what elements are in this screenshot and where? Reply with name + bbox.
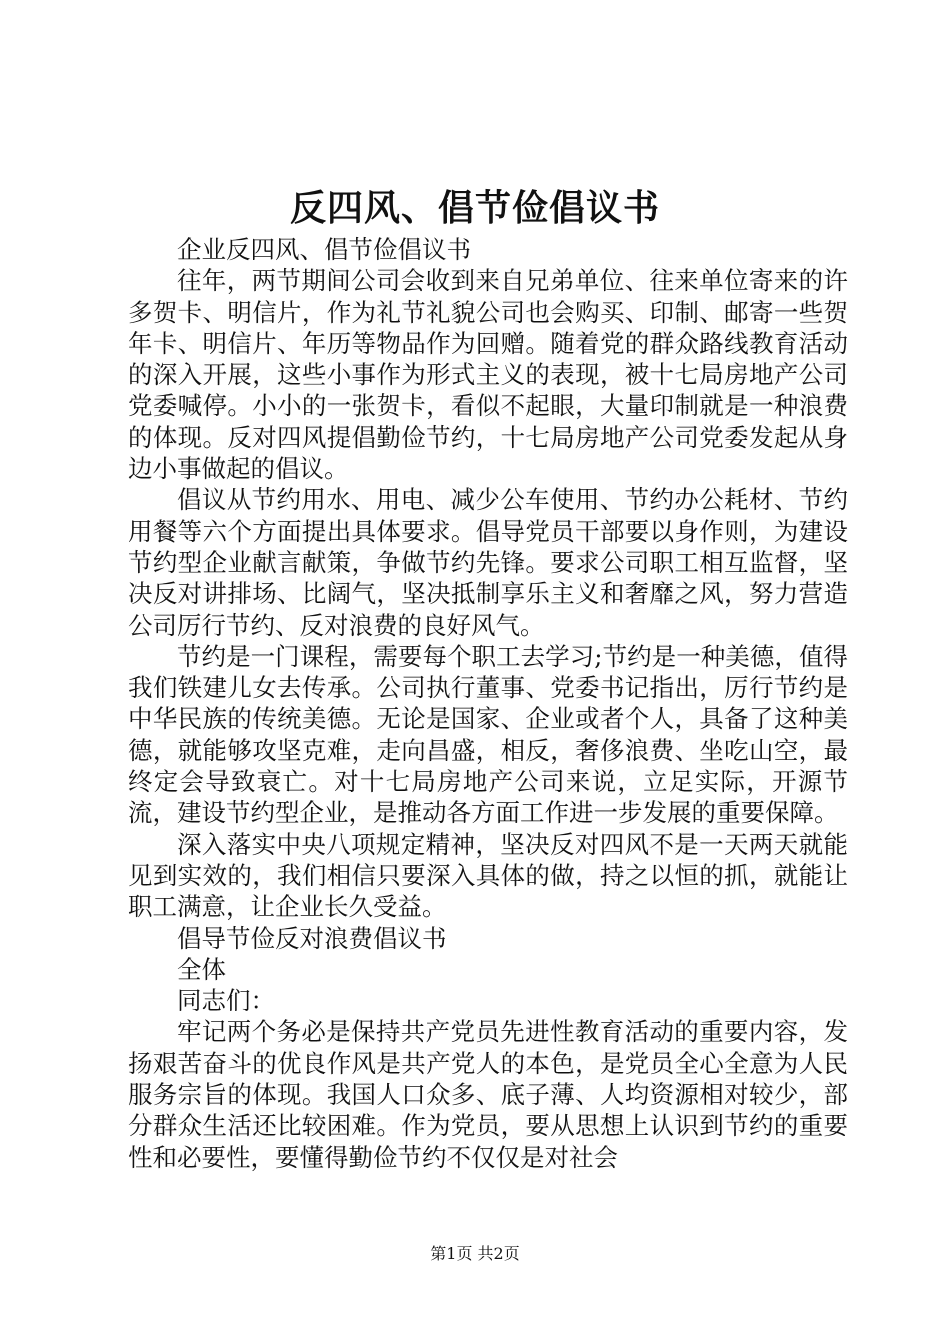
paragraph: 倡导节俭反对浪费倡议书 [177,923,447,953]
paragraph: 牢记两个务必是保持共产党员先进性教育活动的重要内容，发扬艰苦奋斗的优良作风是共产党人的本色，是党员全心全意为人民服务宗旨的体现。我国人口众多、底子薄、人均资源相对较少，部分群众生活还比较困难。作为党员，要从思想上认识到节约的重要性和必要性，要懂得勤俭节约不仅仅是对社会 [128,1017,848,1172]
document-body [128,234,848,1173]
page-footer: 第1页 共2页 [430,1244,520,1263]
paragraph: 节约是一门课程，需要每个职工去学习;节约是一种美德，值得我们铁建儿女去传承。公司执行董事、党委书记指出，厉行节约是中华民族的传统美德。无论是国家、企业或者个人，具备了这种美德，就能够攻坚克难，走向昌盛，相反，奢侈浪费、坐吃山空，最终定会导致衰亡。对十七局房地产公司来说，立足实际，开源节流，建设节约型企业，是推动各方面工作进一步发展的重要保障。 [128,641,848,828]
paragraph: 同志们： [177,986,275,1016]
paragraph: 全体 [177,954,226,984]
paragraph: 深入落实中央八项规定精神，坚决反对四风不是一天两天就能见到实效的，我们相信只要深入具体的做，持之以恒的抓，就能让职工满意，让企业长久受益。 [128,829,848,922]
paragraph: 企业反四风、倡节俭倡议书 [177,235,471,264]
document-title: 反四风、倡节俭倡议书 [289,187,660,229]
paragraph: 倡议从节约用水、用电、减少公车使用、节约办公耗材、节约用餐等六个方面提出具体要求。倡导党员干部要以身作则，为建设节约型企业献言献策，争做节约先锋。要求公司职工相互监督，坚决反对讲排场、比阔气，坚决抵制享乐主义和奢靡之风，努力营造公司厉行节约、反对浪费的良好风气。 [128,485,848,640]
paragraph: 往年，两节期间公司会收到来自兄弟单位、往来单位寄来的许多贺卡、明信片，作为礼节礼貌公司也会购买、印制、邮寄一些贺年卡、明信片、年历等物品作为回赠。随着党的群众路线教育活动的深入开展，这些小事作为形式主义的表现，被十七局房地产公司党委喊停。小小的一张贺卡，看似不起眼，大量印制就是一种浪费的体现。反对四风提倡勤俭节约，十七局房地产公司党委发起从身边小事做起的倡议。 [128,266,848,484]
